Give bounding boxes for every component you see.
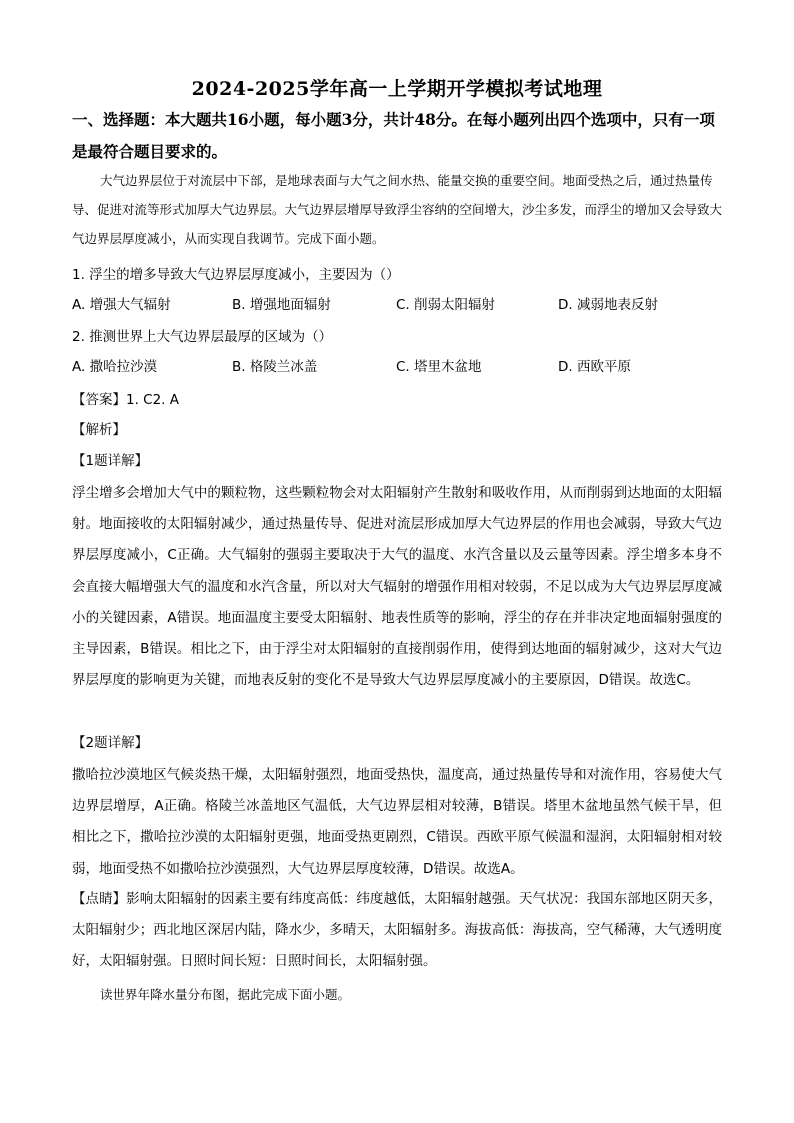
- q1-option-d: D. 减弱地表反射: [558, 297, 658, 313]
- tip-text: 影响太阳辐射的因素主要有纬度高低：纬度越低，太阳辐射越强。天气状况：我国东部地区阴天多，太阳辐射少；西北地区深居内陆，降水少，多晴天，太阳辐射多。海拔高低：海拔高，空气稀薄，大气透明度好，太阳辐射强。日照时间长短：日照时间长，太阳辐射强。: [72, 891, 723, 970]
- passage-text: 大气边界层位于对流层中下部，是地球表面与大气之间水热、能量交换的重要空间。地面受热之后，通过热量传导、促进对流等形式加厚大气边界层。大气边界层增厚导致浮尘容纳的空间增大，沙尘多发，而浮尘的增加又会导致大气边界层厚度减小，从而实现自我调节。完成下面小题。: [72, 173, 723, 246]
- tip-label: 【点睛】: [72, 891, 127, 907]
- page-title: 2024-2025学年高一上学期开学模拟考试地理: [191, 78, 603, 100]
- answer-line: 【答案】1. C2. A: [72, 392, 180, 408]
- q2-option-d: D. 西欧平原: [558, 359, 631, 375]
- q1-option-b: B. 增强地面辐射: [232, 297, 331, 313]
- question-2-options: [72, 353, 722, 381]
- analysis-label: 【解析】: [72, 422, 126, 438]
- q1-option-a: A. 增强大气辐射: [72, 297, 171, 313]
- q2-option-c: C. 塔里木盆地: [396, 359, 482, 375]
- q1-option-c: C. 削弱太阳辐射: [396, 297, 496, 313]
- q2-option-a: A. 撒哈拉沙漠: [72, 359, 158, 375]
- detail-1-text: 浮尘增多会增加大气中的颗粒物，这些颗粒物会对太阳辐射产生散射和吸收作用，从而削弱到达地面的太阳辐射。地面接收的太阳辐射减少，通过热量传导、促进对流层形成加厚大气边界层的作用也会减弱，导致大气边界层厚度减小，C正确。大气辐射的强弱主要取决于大气的温度、水汽含量以及云量等因素。浮尘增多本身不会直接大幅增强大气的温度和水汽含量，所以对大气辐射的增强作用相对较弱，不足以成为大气边界层厚度减小的关键因素，A错误。地面温度主要受太阳辐射、地表性质等的影响，浮尘的存在并非决定地面辐射强度的主导因素，B错误。相比之下，由于浮尘对太阳辐射的直接削弱作用，使得到达地面的辐射减少，这对大气边界层厚度的影响更为关键，而地表反射的变化不是导致大气边界层厚度减小的主要原因，D错误。故选C。: [72, 485, 722, 689]
- question-2-stem: 2. 推测世界上大气边界层最厚的区域为（）: [72, 329, 333, 345]
- section-heading: 一、选择题：本大题共16小题，每小题3分，共计48分。在每小题列出四个选项中，只有一项是最符合题目要求的。: [72, 110, 715, 161]
- q2-option-b: B. 格陵兰冰盖: [232, 359, 318, 375]
- question-1-stem: 1. 浮尘的增多导致大气边界层厚度减小，主要因为（）: [72, 267, 400, 283]
- detail-2-label: 【2题详解】: [72, 735, 149, 751]
- passage-2-text: 读世界年降水量分布图，据此完成下面小题。: [100, 987, 351, 1002]
- reading-passage-2: [72, 980, 722, 1009]
- tip-paragraph: [72, 884, 722, 978]
- detail-2-text: 撒哈拉沙漠地区气候炎热干燥，太阳辐射强烈，地面受热快，温度高，通过热量传导和对流作用，容易使大气边界层增厚，A正确。格陵兰冰盖地区气温低，大气边界层相对较薄，B错误。塔里木盆地虽然气候干旱，但相比之下，撒哈拉沙漠的太阳辐射更强，地面受热更剧烈，C错误。西欧平原气候温和湿润，太阳辐射相对较弱，地面受热不如撒哈拉沙漠强烈，大气边界层厚度较薄，D错误。故选A。: [72, 767, 722, 877]
- reading-passage: [72, 166, 722, 253]
- question-1-options: [72, 291, 722, 319]
- detail-1-label: 【1题详解】: [72, 453, 149, 469]
